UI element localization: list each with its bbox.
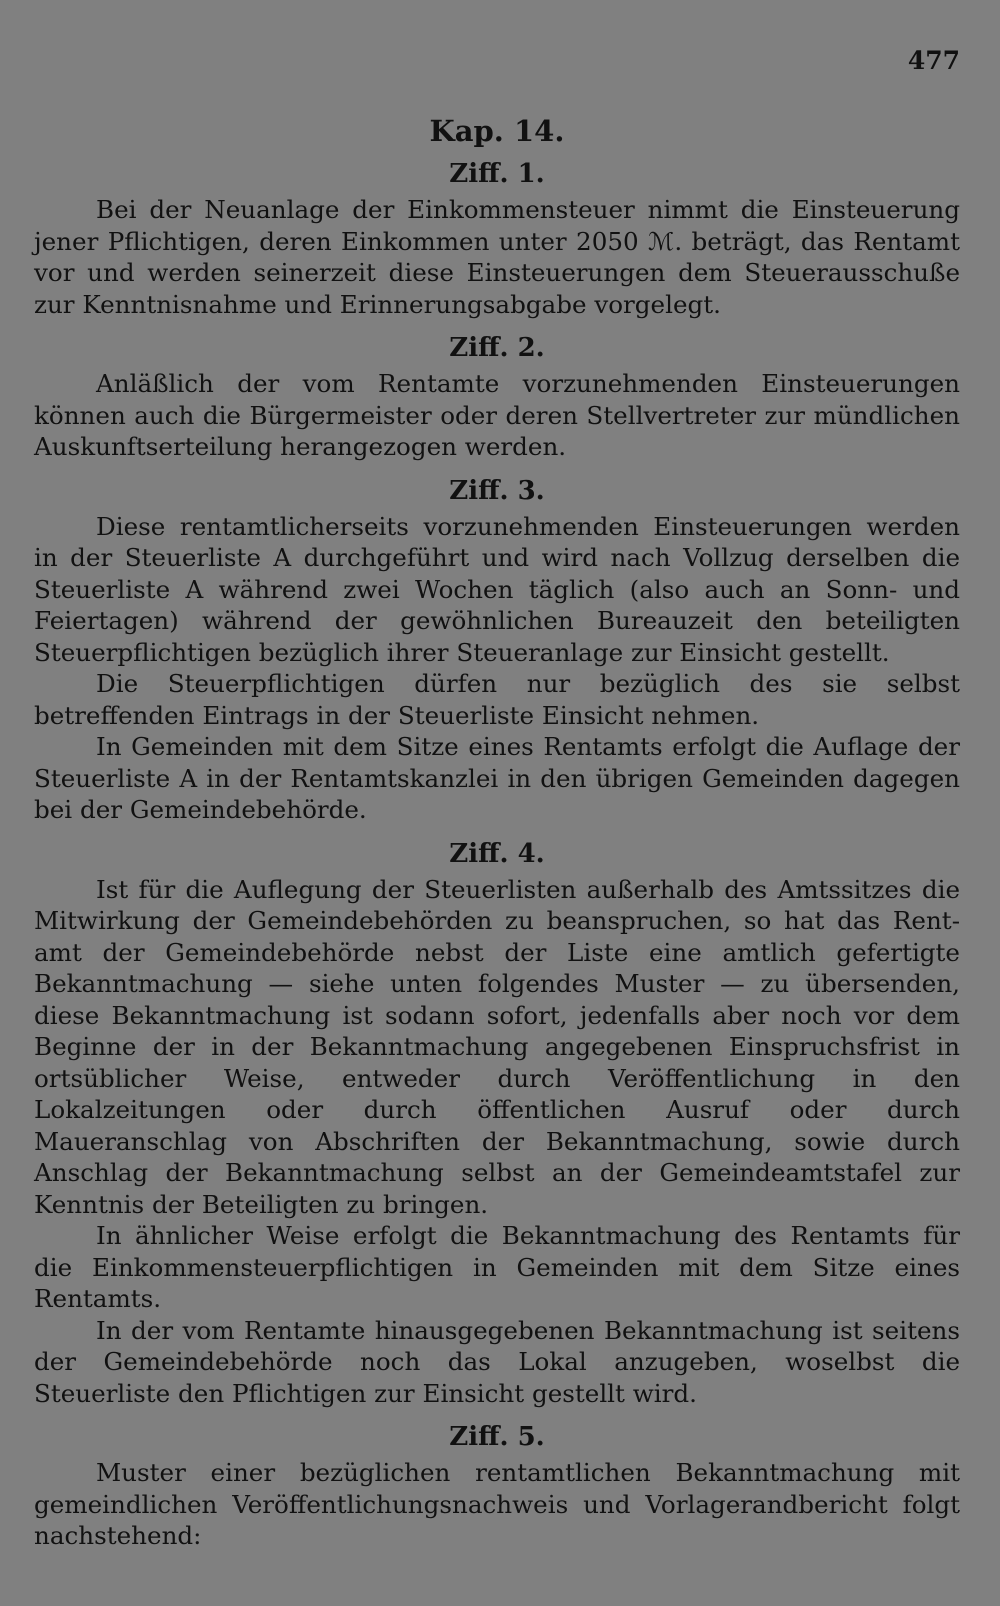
document-page	[34, 40, 960, 1580]
section-ziff-2	[34, 332, 960, 463]
paragraph: Anläßlich der vom Rentamte vorzunehmenden Einsteuerungen können auch die Bürgermeister oder deren Stellvertreter zur mündlichen Auskunftserteilung herangezogen werden.	[34, 369, 960, 461]
page-number: 477	[907, 46, 960, 75]
section-heading: Ziff. 4.	[449, 838, 545, 869]
paragraph: In der vom Rentamte hinausgegebenen Bekanntmachung ist seitens der Gemeindebehörde noch das Lokal anzugeben, woselbst die Steuerliste den Pflichtigen zur Einsicht gestellt wird.	[34, 1315, 960, 1408]
section-ziff-1	[34, 158, 960, 320]
chapter-heading: Kap. 14.	[429, 114, 565, 148]
paragraph: Die Steuerpflichtigen dürfen nur bezüglich des sie selbst betreffenden Eintrags in der Steuerliste Einsicht nehmen.	[34, 669, 960, 730]
paragraph: Diese rentamtlicherseits vorzunehmenden Einsteuerungen werden in der Steuerliste A durchgeführt und wird nach Vollzug derselben die Steuerliste A während zwei Wochen täglich (also auch an Sonn- und Feiertagen) während der gewöhnlichen Bureauzeit den beteiligten Steuerpflichtigen bezüglich ihrer Steueranlage zur Einsicht gestellt.	[34, 511, 960, 667]
section-ziff-5	[34, 1421, 960, 1552]
section-ziff-3	[34, 475, 960, 826]
paragraph: Bei der Neuanlage der Einkommensteuer nimmt die Einsteuerung jener Pflichtigen, deren Einkommen unter 2050 ℳ. beträgt, das Rentamt vor und werden seinerzeit diese Einsteuerungen dem Steuerausschuße zur Kenntnisnahme und Erinnerungsabgabe vorgelegt.	[34, 195, 960, 319]
section-heading: Ziff. 5.	[449, 1422, 545, 1452]
section-ziff-4	[34, 838, 960, 1410]
paragraph: Muster einer bezüglichen rentamtlichen Bekanntmachung mit gemeindlichen Veröffentlichungsnachweis und Vorlagerandbericht folgt nachstehend:	[34, 1458, 960, 1550]
section-heading: Ziff. 1.	[449, 159, 545, 189]
paragraph: In ähnlicher Weise erfolgt die Bekanntmachung des Rentamts für die Einkommensteuerpflichtigen in Gemeinden mit dem Sitze eines Rentamts.	[34, 1221, 960, 1313]
document-body	[34, 158, 960, 1564]
section-heading: Ziff. 3.	[449, 475, 545, 506]
paragraph: In Gemeinden mit dem Sitze eines Rentamts erfolgt die Auflage der Steuerliste A in der Rentamtskanzlei in den übrigen Gemeinden dagegen bei der Gemeindebehörde.	[34, 732, 960, 824]
paragraph: Ist für die Auflegung der Steuerlisten außerhalb des Amtssitzes die Mitwirkung der Gemeindebehörden zu beanspruchen, so hat das Rentamt der Gemeindebehörde nebst der Liste eine amtlich gefertigte Bekanntmachung — siehe unten folgendes Muster — zu übersenden, diese Bekanntmachung ist sodann sofort, jedenfalls aber noch vor dem Beginne der in der Bekanntmachung angegebenen Einspruchsfrist in ortsüblicher Weise, entweder durch Veröffentlichung in den Lokalzeitungen oder durch öffentlichen Ausruf oder durch Maueranschlag von Abschriften der Bekanntmachung, sowie durch Anschlag der Bekanntmachung selbst an der Gemeindeamtstafel zur Kenntnis der Beteiligten zu bringen.	[34, 874, 960, 1219]
section-heading: Ziff. 2.	[449, 333, 545, 363]
